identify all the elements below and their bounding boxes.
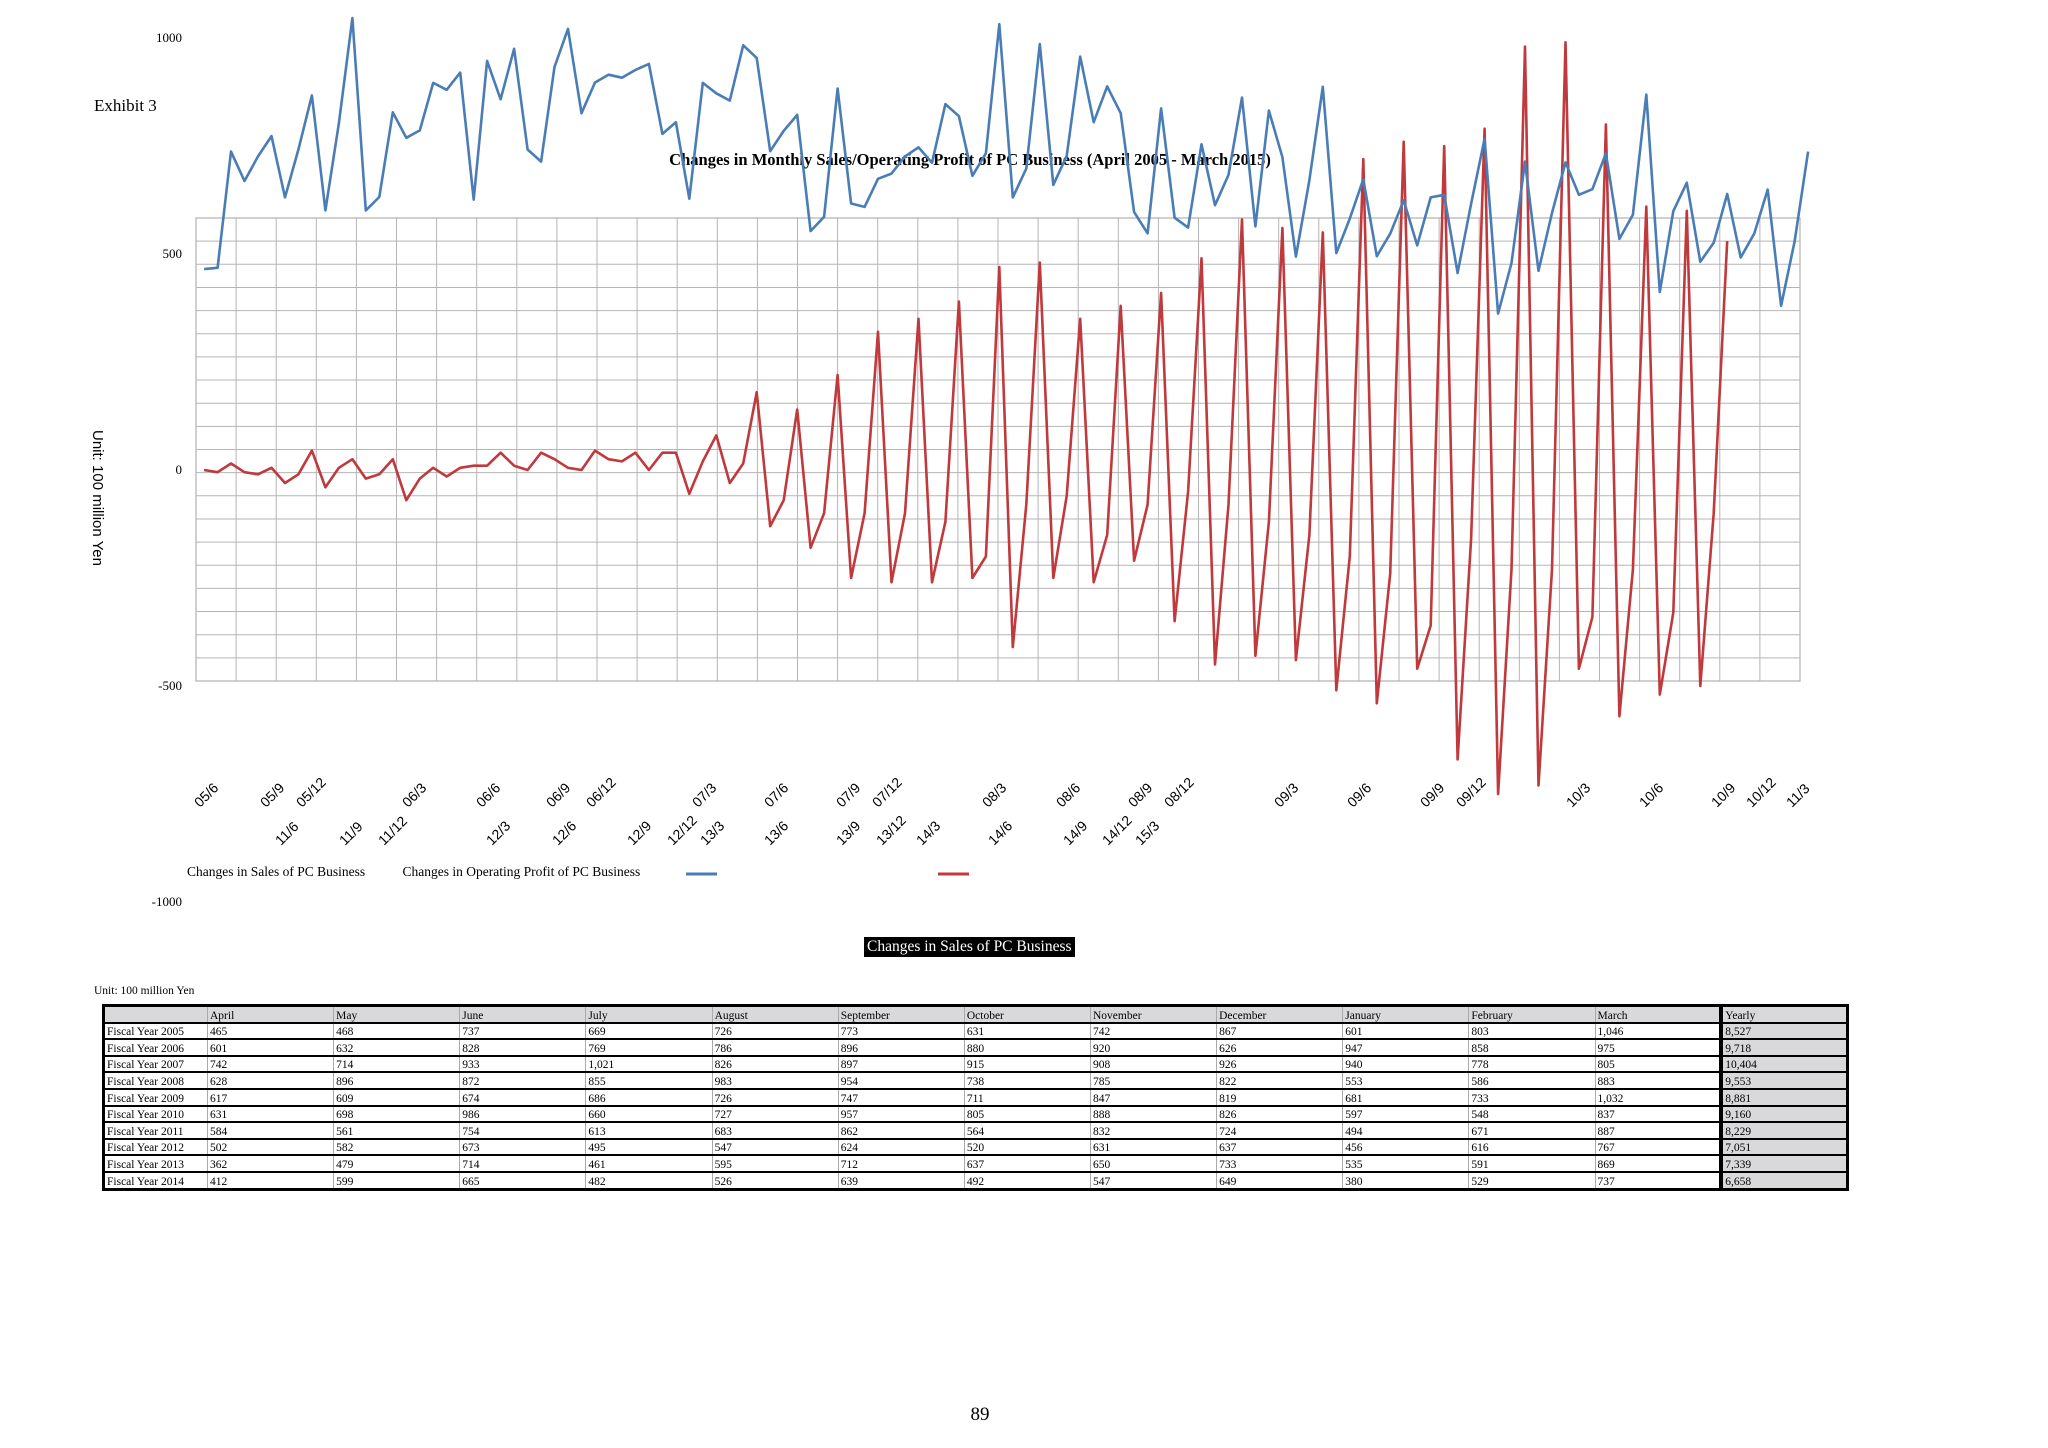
table-cell: 7,051 [1721,1139,1847,1156]
x-tick-label: 12/3 [482,817,514,849]
table-header-cell: June [460,1006,586,1023]
y-tick-label: -500 [158,678,182,693]
table-cell: 896 [838,1039,964,1056]
table-cell: 665 [460,1172,586,1189]
x-tick-label: 08/12 [1160,774,1197,811]
table-cell: 412 [208,1172,334,1189]
x-tick-label: 14/6 [984,817,1016,849]
table-cell: 599 [334,1172,460,1189]
table-cell: 940 [1343,1056,1469,1073]
table-cell: 8,881 [1721,1089,1847,1106]
table-cell: 631 [1090,1139,1216,1156]
table-cell: 1,021 [586,1056,712,1073]
table-cell: 7,339 [1721,1155,1847,1172]
table-cell: 553 [1343,1072,1469,1089]
table-cell: 650 [1090,1155,1216,1172]
table-cell: 727 [712,1106,838,1123]
x-tick-label: 08/3 [978,779,1010,811]
table-cell: 887 [1595,1122,1721,1139]
table-cell: 947 [1343,1039,1469,1056]
table-cell: 872 [460,1072,586,1089]
table-cell: 786 [712,1039,838,1056]
x-tick-label: 07/12 [868,774,905,811]
table-cell: 867 [1217,1023,1343,1040]
table-cell: 632 [334,1039,460,1056]
table-cell: 803 [1469,1023,1595,1040]
x-tick-label: 05/6 [190,779,222,811]
table-cell: 465 [208,1023,334,1040]
x-tick-label: 06/6 [472,779,504,811]
table-cell: 582 [334,1139,460,1156]
table-row [104,1056,1848,1073]
sales-table [102,1004,1849,1191]
table-header-cell: March [1595,1006,1721,1023]
table-cell: 9,553 [1721,1072,1847,1089]
table-row [104,1039,1848,1056]
table-cell: 926 [1217,1056,1343,1073]
table-cell: 681 [1343,1089,1469,1106]
row-label-cell: Fiscal Year 2007 [104,1056,208,1073]
table-cell: 754 [460,1122,586,1139]
x-tick-label: 06/9 [542,779,574,811]
x-tick-label: 10/12 [1742,774,1779,811]
table-cell: 669 [586,1023,712,1040]
table-cell: 822 [1217,1072,1343,1089]
row-label-cell: Fiscal Year 2012 [104,1139,208,1156]
table-cell: 520 [964,1139,1090,1156]
table-cell: 737 [460,1023,586,1040]
table-cell: 617 [208,1089,334,1106]
row-label-cell: Fiscal Year 2005 [104,1023,208,1040]
table-cell: 714 [334,1056,460,1073]
table-cell: 686 [586,1089,712,1106]
table-cell: 526 [712,1172,838,1189]
table-unit-label: Unit: 100 million Yen [94,985,195,997]
table-cell: 649 [1217,1172,1343,1189]
table-header-cell: September [838,1006,964,1023]
x-tick-label: 12/12 [663,812,700,849]
table-cell: 380 [1343,1172,1469,1189]
table-row [104,1072,1848,1089]
row-label-cell: Fiscal Year 2009 [104,1089,208,1106]
table-cell: 747 [838,1089,964,1106]
table-cell: 8,229 [1721,1122,1847,1139]
table-cell: 858 [1469,1039,1595,1056]
table-cell: 712 [838,1155,964,1172]
table-header-cell: October [964,1006,1090,1023]
table-cell: 698 [334,1106,460,1123]
table-cell: 591 [1469,1155,1595,1172]
x-tick-label: 09/12 [1452,774,1489,811]
table-cell: 819 [1217,1089,1343,1106]
chart-title: Changes in Monthly Sales/Operating Profit of PC Business (April 2005 - March 2015) [669,150,1271,169]
x-tick-label: 10/3 [1562,779,1594,811]
table-cell: 897 [838,1056,964,1073]
table-cell: 9,718 [1721,1039,1847,1056]
table-cell: 733 [1469,1089,1595,1106]
table-cell: 826 [1217,1106,1343,1123]
table-cell: 624 [838,1139,964,1156]
table-cell: 683 [712,1122,838,1139]
table-cell: 564 [964,1122,1090,1139]
table-cell: 883 [1595,1072,1721,1089]
row-label-cell: Fiscal Year 2013 [104,1155,208,1172]
x-tick-label: 05/9 [256,779,288,811]
table-cell: 461 [586,1155,712,1172]
table-header-cell: January [1343,1006,1469,1023]
table-header-cell: April [208,1006,334,1023]
row-label-cell: Fiscal Year 2011 [104,1122,208,1139]
y-tick-label: -1000 [151,894,182,909]
x-tick-label: 13/12 [872,812,909,849]
table-cell: 613 [586,1122,712,1139]
table-cell: 601 [208,1039,334,1056]
table-header-cell: Yearly [1721,1006,1847,1023]
table-cell: 597 [1343,1106,1469,1123]
table-cell: 769 [586,1039,712,1056]
table-header-cell: May [334,1006,460,1023]
table-row [104,1172,1848,1189]
table-cell: 628 [208,1072,334,1089]
x-tick-label: 09/3 [1270,779,1302,811]
table-cell: 915 [964,1056,1090,1073]
table-cell: 738 [964,1072,1090,1089]
table-cell: 983 [712,1072,838,1089]
table-cell: 826 [712,1056,838,1073]
table-cell: 933 [460,1056,586,1073]
table-header-row [104,1006,1848,1023]
table-cell: 742 [208,1056,334,1073]
table-cell: 908 [1090,1056,1216,1073]
x-tick-label: 11/3 [1782,780,1813,811]
table-cell: 778 [1469,1056,1595,1073]
x-tick-label: 08/9 [1124,779,1156,811]
table-cell: 975 [1595,1039,1721,1056]
table-cell: 832 [1090,1122,1216,1139]
table-cell: 631 [964,1023,1090,1040]
table-cell: 479 [334,1155,460,1172]
table-cell: 869 [1595,1155,1721,1172]
y-tick-label: 500 [162,246,182,261]
table-cell: 733 [1217,1155,1343,1172]
x-tick-label: 11/9 [335,818,366,849]
table-cell: 609 [334,1089,460,1106]
table-cell: 494 [1343,1122,1469,1139]
table-cell: 986 [460,1106,586,1123]
table-cell: 855 [586,1072,712,1089]
table-cell: 674 [460,1089,586,1106]
table-cell: 547 [712,1139,838,1156]
table-cell: 482 [586,1172,712,1189]
table-header-cell: December [1217,1006,1343,1023]
table-cell: 10,404 [1721,1056,1847,1073]
table-cell: 637 [964,1155,1090,1172]
x-tick-label: 11/12 [374,812,411,849]
chart-legend [187,864,674,880]
table-cell: 726 [712,1023,838,1040]
row-label-cell: Fiscal Year 2006 [104,1039,208,1056]
x-tick-label: 13/6 [760,817,792,849]
x-tick-label: 06/12 [582,774,619,811]
table-cell: 767 [1595,1139,1721,1156]
table-cell: 362 [208,1155,334,1172]
y-tick-label: 0 [175,462,182,477]
row-label-cell: Fiscal Year 2008 [104,1072,208,1089]
x-axis-ticks [191,774,1813,848]
table-cell: 805 [1595,1056,1721,1073]
table-cell: 805 [964,1106,1090,1123]
table-cell: 837 [1595,1106,1721,1123]
x-tick-label: 08/6 [1052,779,1084,811]
table-cell: 561 [334,1122,460,1139]
x-tick-label: 14/12 [1098,812,1135,849]
x-tick-label: 15/3 [1131,817,1163,849]
table-cell: 711 [964,1089,1090,1106]
x-tick-label: 09/6 [1343,779,1375,811]
table-cell: 616 [1469,1139,1595,1156]
table-cell: 920 [1090,1039,1216,1056]
table-cell: 468 [334,1023,460,1040]
table-row [104,1089,1848,1106]
table-cell: 726 [712,1089,838,1106]
sales-series-line [204,18,1808,314]
table-cell: 492 [964,1172,1090,1189]
x-tick-label: 07/9 [832,779,864,811]
table-cell: 1,032 [1595,1089,1721,1106]
table-cell: 529 [1469,1172,1595,1189]
y-axis-ticks [152,30,182,909]
series-lines [204,18,1808,794]
table-cell: 880 [964,1039,1090,1056]
table-cell: 626 [1217,1039,1343,1056]
table-cell: 847 [1090,1089,1216,1106]
table-cell: 862 [838,1122,964,1139]
table-cell: 671 [1469,1122,1595,1139]
table-cell: 6,658 [1721,1172,1847,1189]
table-cell: 785 [1090,1072,1216,1089]
table-title: Changes in Sales of PC Business [864,937,1075,957]
x-tick-label: 07/3 [688,779,720,811]
x-tick-label: 12/6 [548,817,580,849]
table-cell: 828 [460,1039,586,1056]
table-header-cell: February [1469,1006,1595,1023]
legend-sales-label: Changes in Sales of PC Business [187,864,366,879]
legend-profit-label: Changes in Operating Profit of PC Business [402,864,641,879]
table-cell: 548 [1469,1106,1595,1123]
y-axis-label: Unit: 100 million Yen [89,430,106,566]
table-cell: 595 [712,1155,838,1172]
table-cell: 954 [838,1072,964,1089]
table-cell: 896 [334,1072,460,1089]
table-cell: 660 [586,1106,712,1123]
x-tick-label: 06/3 [398,779,430,811]
x-tick-label: 12/9 [623,817,655,849]
table-cell: 957 [838,1106,964,1123]
table-header-cell: July [586,1006,712,1023]
table-cell: 9,160 [1721,1106,1847,1123]
table-cell: 535 [1343,1155,1469,1172]
x-tick-label: 14/9 [1059,817,1091,849]
x-tick-label: 07/6 [760,779,792,811]
table-row [104,1106,1848,1123]
table-header-cell: November [1090,1006,1216,1023]
x-tick-label: 13/3 [696,817,728,849]
table-cell: 586 [1469,1072,1595,1089]
table-row [104,1155,1848,1172]
table-row [104,1122,1848,1139]
table-cell: 673 [460,1139,586,1156]
table-row [104,1023,1848,1040]
table-header-cell [104,1006,208,1023]
table-cell: 742 [1090,1023,1216,1040]
page-number: 89 [970,1404,990,1425]
table-cell: 601 [1343,1023,1469,1040]
x-tick-label: 14/3 [912,817,944,849]
table-header-cell: August [712,1006,838,1023]
exhibit-label: Exhibit 3 [94,96,157,115]
table-cell: 584 [208,1122,334,1139]
x-tick-label: 11/6 [271,818,302,849]
table-cell: 456 [1343,1139,1469,1156]
table-cell: 888 [1090,1106,1216,1123]
table-cell: 724 [1217,1122,1343,1139]
table-cell: 737 [1595,1172,1721,1189]
table-cell: 631 [208,1106,334,1123]
x-tick-label: 05/12 [292,774,329,811]
table-row [104,1139,1848,1156]
table-cell: 495 [586,1139,712,1156]
table-cell: 1,046 [1595,1023,1721,1040]
table-cell: 637 [1217,1139,1343,1156]
table-cell: 8,527 [1721,1023,1847,1040]
row-label-cell: Fiscal Year 2014 [104,1172,208,1189]
x-tick-label: 13/9 [832,817,864,849]
y-tick-label: 1000 [156,30,182,45]
table-cell: 547 [1090,1172,1216,1189]
table-body [104,1023,1848,1189]
x-tick-label: 10/9 [1707,779,1739,811]
x-tick-label: 10/6 [1635,779,1667,811]
table-cell: 502 [208,1139,334,1156]
table-cell: 773 [838,1023,964,1040]
row-label-cell: Fiscal Year 2010 [104,1106,208,1123]
table-cell: 639 [838,1172,964,1189]
x-tick-label: 09/9 [1416,779,1448,811]
table-cell: 714 [460,1155,586,1172]
